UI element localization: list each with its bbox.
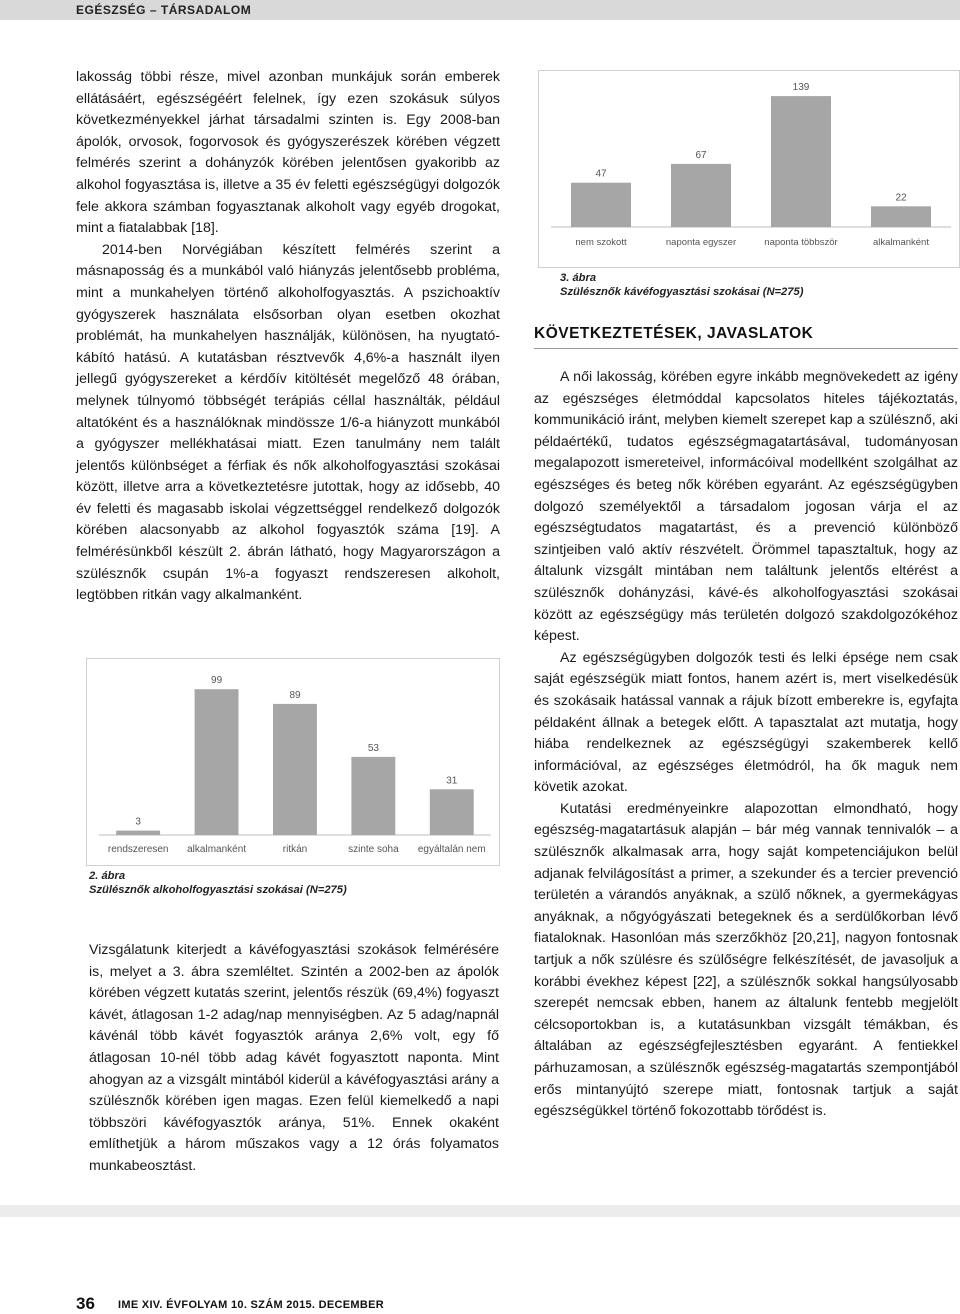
journal-info: IME XIV. ÉVFOLYAM 10. SZÁM 2015. DECEMBER (118, 1299, 384, 1311)
data-label: 139 (792, 82, 810, 94)
category-label: nem szokott (575, 237, 627, 248)
data-label: 99 (211, 675, 223, 687)
figure-3-number: 3. ábra (560, 272, 597, 284)
category-label: alkalmanként (873, 237, 929, 248)
bar-egyáltalán-nem (430, 789, 474, 835)
data-label: 67 (695, 149, 707, 161)
alcohol-chart-svg (87, 659, 499, 865)
category-label: naponta többször (764, 237, 838, 248)
data-label: 53 (367, 742, 379, 754)
category-label: rendszeresen (107, 844, 169, 855)
section-heading: KÖVETKEZTETÉSEK, JAVASLATOK (534, 325, 814, 342)
category-label: szinte soha (348, 844, 399, 855)
footer-band (0, 1205, 960, 1217)
bar-alkalmanként (871, 206, 931, 227)
alcohol-chart (86, 658, 500, 866)
data-label: 22 (895, 192, 907, 204)
left-column-text (76, 67, 500, 607)
figure-3-title: Szülésznők kávéfogyasztási szokásai (N=275) (560, 286, 804, 298)
section-label: EGÉSZSÉG – TÁRSADALOM (76, 3, 252, 17)
category-label: egyáltalán nem (417, 844, 486, 855)
bar-szinte-soha (351, 757, 395, 835)
paragraph: Vizsgálatunk kiterjedt a kávéfogyasztási szokások felmérésére is, melyet a 3. ábra szemléltet. Szintén a 2002-ben az ápolók körében végzett kutatás szerint, jelentős részük (69,4%) fogyaszt kávét, átlagosan 1-2 adag/nap mennyiségben. Az 5 adag/napnál kávénál több kávét fogyasztók aránya 2,6% volt, egy fő átlagosan 10-nél több adag kávét fogyasztott naponta. Mint ahogyan az a vizsgált mintából kiderül a kávéfogyasztási arány a szülésznők körében igen magas. Ezen felül kiemelkedő a napi többszöri kávéfogyasztók aránya, 51%. Ennek okaként említhetjük a három műszakos vagy a 12 órás folyamatos munkabeosztást. (89, 942, 499, 1174)
right-column-text (534, 367, 958, 1123)
data-label: 31 (446, 775, 458, 787)
category-label: alkalmanként (187, 844, 247, 855)
bar-naponta-többször (771, 96, 831, 227)
paragraph: Az egészségügyben dolgozók testi és lelki épsége nem csak saját egészségük miatt fontos, hanem azért is, mert viselkedésük és szokásaik hatással vannak a rájuk bízott emberekre is, egyfajta példaként állnak a betegek előtt. A tapasztalat azt mutatja, hogy hiába rendelkeznek az egészségügyi szakemberek kellő információval, az egészséges életmódról, ha ők maguk nem követik azokat. (534, 649, 958, 796)
bar-nem-szokott (571, 183, 631, 227)
paragraph: lakosság többi része, mivel azonban munkájuk során emberek ellátásáért, egészségéért felelnek, így ezen szokásuk súlyos következményekkel járhat társadalmi szinten is. Egy 2008-ban ápolók, orvosok, fogorvosok és gyógyszerészek körében végzett felmérés szerint a dohányzók körében jelentősen gyakoribb az alkohol fogyasztása is, illetve a 35 év feletti egészségügyi dolgozók fele akkora számban fogyasztanak alkoholt vagy egyéb drogokat, mint a fiatalabbak [18]. (76, 69, 500, 237)
bar-naponta-egyszer (671, 164, 731, 227)
figure-2-caption (89, 869, 347, 897)
paragraph: A női lakosság, körében egyre inkább megnövekedett az igény az egészséges életmóddal kapcsolatos hiteles tájékoztatás, kommunikáció iránt, melyben kiemelt szerepet kap a szülésznő, aki példaértékű, tudatos egészségmagatartásával, tudományosan megalapozott ismereteivel, informácóival modellként szolgálhat az egészséges és beteg nők körében egyaránt. Az egészségügyben dolgozó személyektől a társadalom jogosan várja el az egészségtudatos magatartást, és a prevenció különböző szintjeiben való aktív részvételt. Örömmel tapasztaltuk, hogy az általunk vizsgált mintában nem találtunk jelentős eltérést a szülésznők dohányzási, kávé-és alkoholfogyasztási szokásai között az egészségügy más területén dolgozó szakdolgozókéhoz képest. (534, 369, 958, 645)
heading-divider (534, 348, 958, 349)
left-bottom-text (89, 940, 499, 1178)
data-label: 47 (595, 168, 607, 180)
figure-2-number: 2. ábra (89, 870, 126, 882)
category-label: ritkán (282, 844, 308, 855)
coffee-chart (538, 70, 960, 268)
bar-rendszeresen (116, 831, 160, 835)
paragraph: 2014-ben Norvégiában készített felmérés szerint a másnaposság és a munkából való hiányzás jelentősebb probléma, mint a munkahelyen történő alkoholfogyasztás. A pszichoaktív gyógyszerek használata elsősorban olyan esetben okozhat problémát, ha munkahelyen használják, különösen, ha nyugtató-kábító hatású. A kutatásban résztvevők 4,6%-a használt ilyen jellegű gyógyszereket a kérdőív kitöltését megelőző 48 órában, melynek túlnyomó többségét terápiás céllal használták, például altatóként és a használóknak mindössze 1/6-a hiányzott munkából a gyógyszer mellékhatásai miatt. Ezen tanulmány nem talált jelentős különbséget a férfiak és nők alkoholfogyasztási szokásai között, illetve arra a következtetésre jutottak, hogy az idősebb, 40 év feletti és magasabb iskolai végzettséggel rendelkező dolgozók körében alacsonyabb az alkohol fogyasztók száma [19]. A felmérésünkből készült 2. ábrán látható, hogy Magyarországon a szülésznők csupán 1%-a fogyaszt rendszeresen alkoholt, legtöbben ritkán vagy alkalmanként. (76, 241, 500, 604)
data-label: 89 (289, 689, 301, 701)
figure-2-title: Szülésznők alkoholfogyasztási szokásai (N=275) (89, 884, 347, 896)
page-number: 36 (76, 1294, 95, 1313)
category-label: naponta egyszer (665, 237, 737, 248)
data-label: 3 (135, 816, 141, 828)
bar-ritkán (273, 704, 317, 835)
bar-alkalmanként (195, 689, 239, 835)
figure-3-caption (560, 271, 803, 299)
paragraph: Kutatási eredményeinkre alapozottan elmondható, hogy egészség-magatartásuk alapján – bár még vannak tennivalók – a szülésznők alkalmasak arra, hogy saját kompetenciájukon belül adjanak felvilágosítást a primer, a szekunder és a tercier prevenció területén a várandós anyáknak, a szülő nőknek, a gyermekágyas anyáknak, a nőgyógyászati betegeknek és a serdülőkorban lévő fiataloknak. Hasonlóan más szerzőkhöz [20,21], nagyon fontosnak tartjuk a nők szülésre és szülőségre felkészítését, de javasoljuk a korábbi évekhez képest [22], a szülésznők sokkal hangsúlyosabb szerepét nemcsak ebben, hanem az általunk fentebb megjelölt célcsoportokban is, a kutatásunkban vizsgált témákban, és általában az egészségfejlesztésben egyaránt. A fentiekkel párhuzamosan, a szülésznők egészség-magatartás szempontjából erős mintanyújtó szerepe miatt, fontosnak tartjuk a saját egészségükkel történő fokozottabb törődést is. (534, 800, 958, 1120)
coffee-chart-svg (539, 71, 959, 267)
